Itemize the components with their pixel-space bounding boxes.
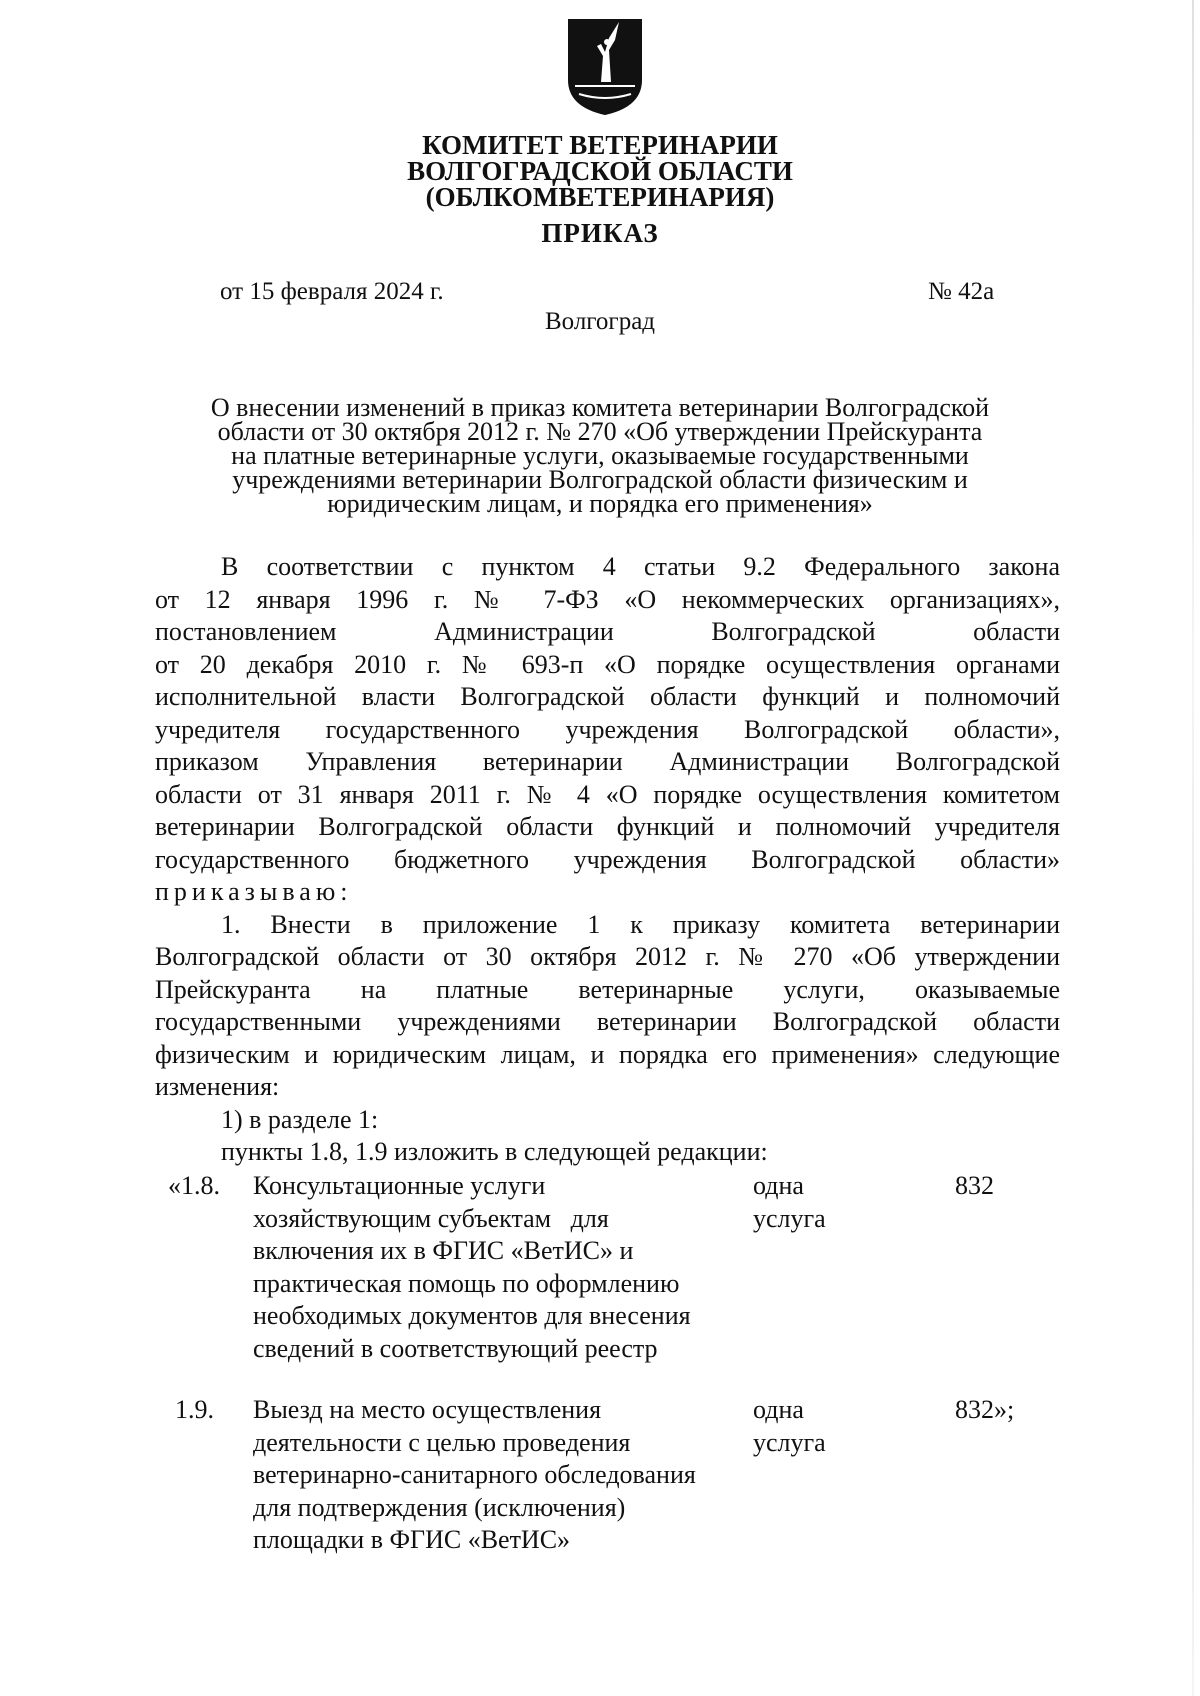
price-row-number: 1.9.: [175, 1395, 214, 1424]
price-row-price: 832: [955, 1171, 994, 1200]
description-line: необходимых документов для внесения: [253, 1301, 691, 1330]
decree-word: приказываю:: [155, 877, 353, 906]
unit-line: одна: [753, 1171, 804, 1200]
description-line: деятельности с целью проведения: [253, 1427, 631, 1457]
volgograd-coat-of-arms-icon: [565, 16, 645, 116]
price-row-number: «1.8.: [168, 1171, 220, 1200]
committee-name: [0, 132, 1200, 210]
subject-line: юридическим лицам, и порядка его применения»: [327, 489, 873, 518]
description-line: ветеринарно-санитарного обследования: [253, 1460, 696, 1489]
unit-line: одна: [753, 1395, 804, 1424]
price-row-unit: [753, 1170, 863, 1235]
item1-line: Волгоградской области от 30 октября 2012 г. № 270 «Об утверждении: [155, 942, 1060, 971]
preamble-line: области от 31 января 2011 г. № 4 «О порядке осуществления комитетом: [155, 779, 1060, 809]
scan-edge: [1192, 0, 1194, 1696]
item1-line: 1. Внести в приложение 1 к приказу комитета ветеринарии: [221, 909, 1060, 939]
price-row-unit: [753, 1394, 863, 1459]
price-row-description: [253, 1170, 723, 1365]
subject-line: О внесении изменений в приказ комитета ветеринарии Волгоградской: [210, 393, 990, 422]
description-line: для подтверждения (исключения): [253, 1492, 626, 1522]
order-body: [155, 551, 1060, 1169]
description-line: практическая помощь по оформлению: [253, 1268, 680, 1298]
preamble-line: государственного бюджетного учреждения Волгоградской области»: [155, 844, 1060, 874]
committee-line-2: ВОЛГОГРАДСКОЙ ОБЛАСТИ: [407, 156, 793, 186]
item1-subitem: пункты 1.8, 1.9 изложить в следующей редакции:: [221, 1137, 768, 1166]
subject-line: области от 30 октября 2012 г. № 270 «Об утверждении Прейскуранта: [217, 417, 983, 446]
item1-line: государственными учреждениями ветеринарии Волгоградской области: [155, 1007, 1060, 1036]
document-title: ПРИКАЗ: [541, 218, 659, 248]
description-line: сведений в соответствующий реестр: [253, 1333, 658, 1363]
description-line: Консультационные услуги: [253, 1171, 546, 1200]
order-number: № 42а: [928, 278, 995, 305]
preamble-line: от 12 января 1996 г. № 7-ФЗ «О некоммерческих организациях»,: [155, 584, 1060, 614]
description-line: площадки в ФГИС «ВетИС»: [253, 1525, 571, 1554]
preamble-line: постановлением Администрации Волгоградской области: [155, 617, 1060, 646]
item1-line: физическим и юридическим лицам, и порядка его применения» следующие: [155, 1039, 1060, 1069]
order-subject: [160, 393, 1040, 518]
preamble-line: от 20 декабря 2010 г. № 693-п «О порядке осуществления органами: [155, 649, 1060, 679]
item1-subitem: 1) в разделе 1:: [221, 1104, 379, 1134]
price-row-price: 832»;: [955, 1395, 1015, 1424]
preamble-line: исполнительной власти Волгоградской области функций и полномочий: [155, 682, 1060, 711]
committee-line-3: (ОБЛКОМВЕТЕРИНАРИЯ): [425, 182, 775, 212]
subject-line: учреждениями ветеринарии Волгоградской области физическим и: [232, 465, 968, 494]
preamble-line: учредителя государственного учреждения Волгоградской области»,: [155, 714, 1060, 744]
preamble-line: В соответствии с пунктом 4 статьи 9.2 Федерального закона: [221, 552, 1060, 581]
item1-line: Прейскуранта на платные ветеринарные услуги, оказываемые: [155, 974, 1060, 1004]
order-date: от 15 февраля 2024 г.: [220, 278, 444, 305]
item1-line: изменения:: [155, 1072, 280, 1101]
description-line: хозяйствующим субъектам для: [253, 1203, 609, 1233]
committee-line-1: КОМИТЕТ ВЕТЕРИНАРИИ: [422, 130, 778, 160]
price-row-description: [253, 1394, 723, 1557]
unit-line: услуга: [753, 1203, 826, 1233]
unit-line: услуга: [753, 1427, 826, 1457]
order-city: Волгоград: [544, 308, 656, 335]
subject-line: на платные ветеринарные услуги, оказываемые государственными: [231, 441, 969, 470]
preamble-line: приказом Управления ветеринарии Администрации Волгоградской: [155, 747, 1060, 776]
description-line: Выезд на место осуществления: [253, 1395, 602, 1424]
preamble-line: ветеринарии Волгоградской области функций и полномочий учредителя: [155, 812, 1060, 841]
description-line: включения их в ФГИС «ВетИС» и: [253, 1236, 634, 1265]
